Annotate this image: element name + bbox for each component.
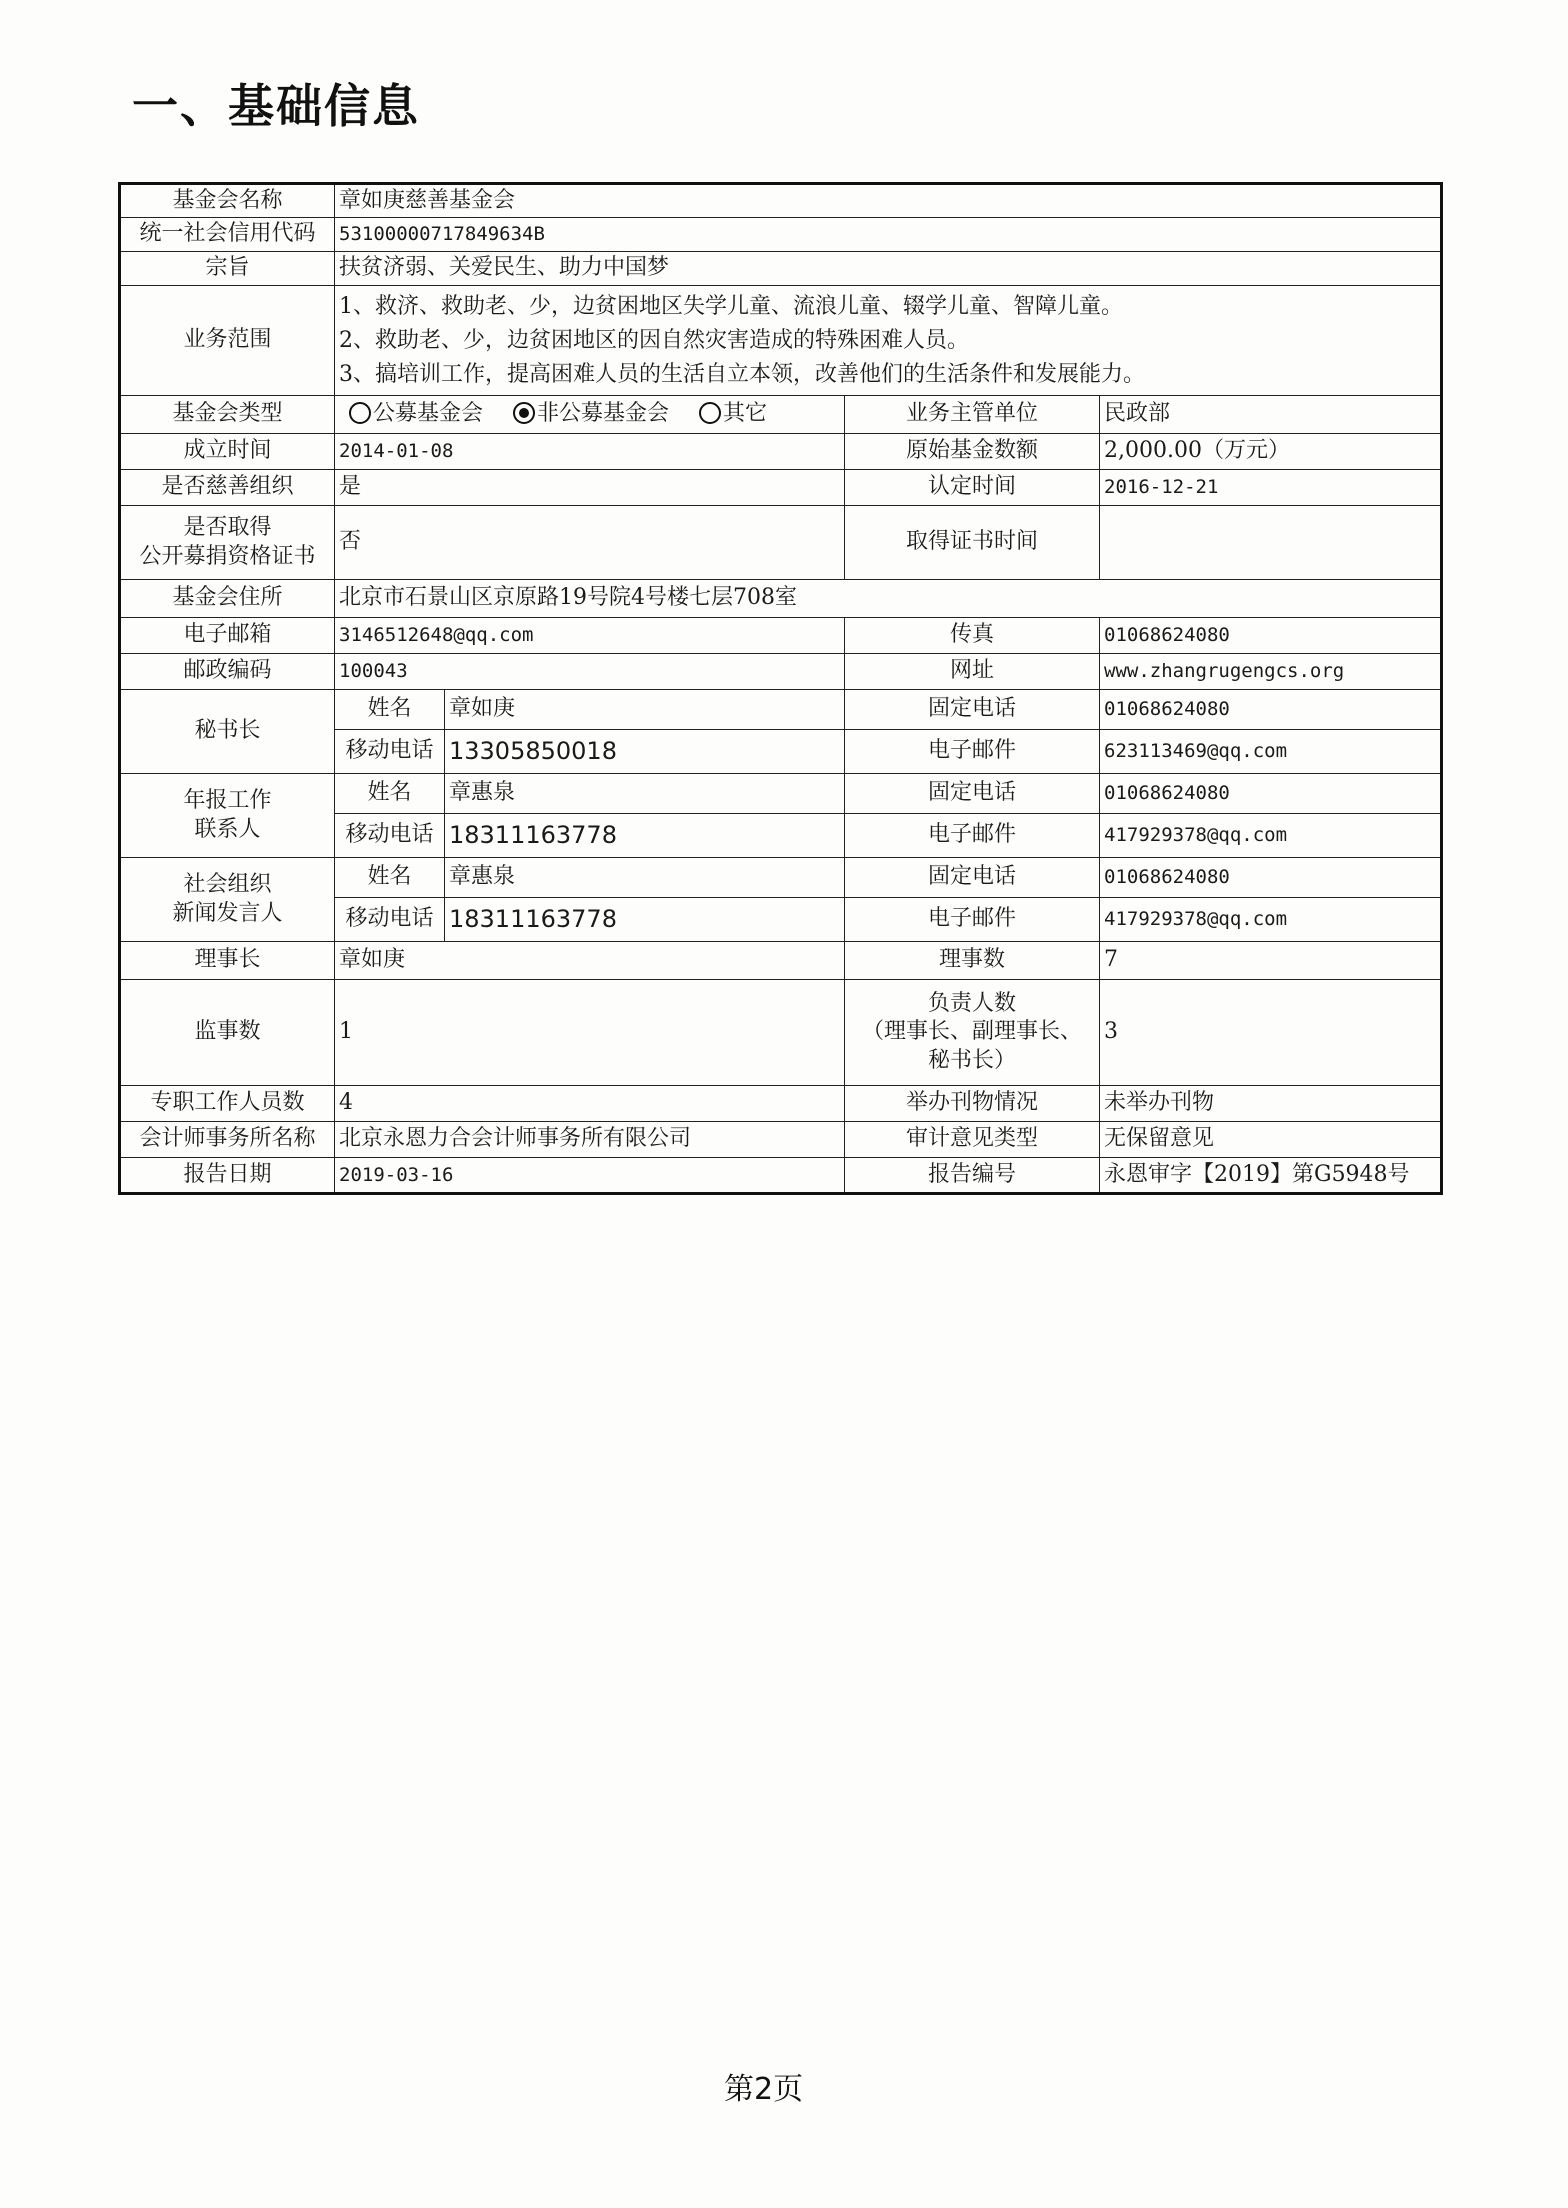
label-annual-line1: 年报工作 — [183, 787, 272, 813]
label-leaders-count — [845, 980, 1100, 1086]
value-recognized: 2016-12-21 — [1100, 470, 1442, 506]
value-scope — [335, 286, 1442, 396]
value-secretary-name: 章如庚 — [445, 690, 845, 730]
value-email: 3146512648@qq.com — [335, 618, 845, 654]
value-secretary-landline: 01068624080 — [1100, 690, 1442, 730]
value-public-raise: 否 — [335, 506, 845, 580]
value-authority: 民政部 — [1100, 396, 1442, 434]
value-website: www.zhangrugengcs.org — [1100, 654, 1442, 690]
value-directors-count: 7 — [1100, 942, 1442, 980]
radio-unchecked-icon — [699, 402, 721, 424]
label-spokes-line2: 新闻发言人 — [172, 900, 283, 926]
scope-item-3: 3、搞培训工作，提高困难人员的生活自立本领，改善他们的生活条件和发展能力。 — [339, 361, 1145, 387]
scope-item-2: 2、救助老、少，边贫困地区的因自然灾害造成的特殊困难人员。 — [339, 327, 969, 353]
label-public-raise-line2: 公开募捐资格证书 — [139, 543, 316, 569]
label-recognized: 认定时间 — [845, 470, 1100, 506]
value-secretary-mobile: 13305850018 — [445, 730, 845, 774]
label-annual-contact — [120, 774, 335, 858]
label-report-no: 报告编号 — [845, 1158, 1100, 1194]
value-report-no: 永恩审字【2019】第G5948号 — [1100, 1158, 1442, 1194]
label-leaders-line3: 秘书长） — [927, 1047, 1016, 1073]
label-public-raise — [120, 506, 335, 580]
label-secretary-name: 姓名 — [335, 690, 445, 730]
label-secretary-mobile: 移动电话 — [335, 730, 445, 774]
label-authority: 业务主管单位 — [845, 396, 1100, 434]
value-staff-count: 4 — [335, 1086, 845, 1122]
label-staff-count: 专职工作人员数 — [120, 1086, 335, 1122]
label-name: 基金会名称 — [120, 184, 335, 218]
scope-item-1: 1、救济、救助老、少，边贫困地区失学儿童、流浪儿童、辍学儿童、智障儿童。 — [339, 293, 1123, 319]
value-cert-time — [1100, 506, 1442, 580]
value-leaders-count: 3 — [1100, 980, 1442, 1086]
label-annual-line2: 联系人 — [194, 816, 261, 842]
label-public-raise-line1: 是否取得 — [183, 514, 272, 540]
type-option-public[interactable] — [349, 401, 483, 426]
label-annual-name: 姓名 — [335, 774, 445, 814]
value-name: 章如庚慈善基金会 — [335, 184, 1442, 218]
section-heading: 一、基础信息 — [132, 79, 420, 133]
value-original-fund: 2,000.00（万元） — [1100, 434, 1442, 470]
label-founded: 成立时间 — [120, 434, 335, 470]
label-accounting-firm: 会计师事务所名称 — [120, 1122, 335, 1158]
label-type: 基金会类型 — [120, 396, 335, 434]
basic-info-table — [118, 182, 1443, 1195]
value-annual-email: 417929378@qq.com — [1100, 814, 1442, 858]
label-spokes-landline: 固定电话 — [845, 858, 1100, 898]
value-report-date: 2019-03-16 — [335, 1158, 845, 1194]
label-chairman: 理事长 — [120, 942, 335, 980]
value-charity: 是 — [335, 470, 845, 506]
type-option-label: 其它 — [723, 401, 768, 427]
value-audit-opinion: 无保留意见 — [1100, 1122, 1442, 1158]
value-credit-code: 53100000717849634B — [335, 218, 1442, 252]
label-annual-mobile: 移动电话 — [335, 814, 445, 858]
value-annual-name: 章惠泉 — [445, 774, 845, 814]
value-spokes-landline: 01068624080 — [1100, 858, 1442, 898]
value-annual-mobile: 18311163778 — [445, 814, 845, 858]
value-supervisors-count: 1 — [335, 980, 845, 1086]
page-number: 第2页 — [724, 2072, 804, 2107]
value-accounting-firm: 北京永恩力合会计师事务所有限公司 — [335, 1122, 845, 1158]
label-annual-landline: 固定电话 — [845, 774, 1100, 814]
label-purpose: 宗旨 — [120, 252, 335, 286]
label-original-fund: 原始基金数额 — [845, 434, 1100, 470]
label-spokes-email: 电子邮件 — [845, 898, 1100, 942]
label-email: 电子邮箱 — [120, 618, 335, 654]
value-spokes-email: 417929378@qq.com — [1100, 898, 1442, 942]
value-postcode: 100043 — [335, 654, 845, 690]
label-directors-count: 理事数 — [845, 942, 1100, 980]
value-secretary-email: 623113469@qq.com — [1100, 730, 1442, 774]
value-spokes-mobile: 18311163778 — [445, 898, 845, 942]
value-annual-landline: 01068624080 — [1100, 774, 1442, 814]
value-founded: 2014-01-08 — [335, 434, 845, 470]
radio-unchecked-icon — [349, 402, 371, 424]
value-fax: 01068624080 — [1100, 618, 1442, 654]
label-credit-code: 统一社会信用代码 — [120, 218, 335, 252]
label-secretary-email: 电子邮件 — [845, 730, 1100, 774]
label-scope: 业务范围 — [120, 286, 335, 396]
label-audit-opinion: 审计意见类型 — [845, 1122, 1100, 1158]
value-purpose: 扶贫济弱、关爱民生、助力中国梦 — [335, 252, 1442, 286]
label-publications: 举办刊物情况 — [845, 1086, 1100, 1122]
label-spokes-name: 姓名 — [335, 858, 445, 898]
label-leaders-line1: 负责人数 — [927, 990, 1016, 1016]
value-publications: 未举办刊物 — [1100, 1086, 1442, 1122]
radio-checked-icon — [513, 402, 535, 424]
value-chairman: 章如庚 — [335, 942, 845, 980]
value-spokes-name: 章惠泉 — [445, 858, 845, 898]
label-leaders-line2: （理事长、副理事长、 — [861, 1019, 1082, 1045]
value-address: 北京市石景山区京原路19号院4号楼七层708室 — [335, 580, 1442, 618]
label-fax: 传真 — [845, 618, 1100, 654]
type-option-label: 非公募基金会 — [537, 401, 670, 427]
label-address: 基金会住所 — [120, 580, 335, 618]
type-option-other[interactable] — [699, 401, 767, 426]
label-spokesperson — [120, 858, 335, 942]
label-secretary-landline: 固定电话 — [845, 690, 1100, 730]
label-report-date: 报告日期 — [120, 1158, 335, 1194]
label-website: 网址 — [845, 654, 1100, 690]
label-spokes-mobile: 移动电话 — [335, 898, 445, 942]
label-annual-email: 电子邮件 — [845, 814, 1100, 858]
label-charity: 是否慈善组织 — [120, 470, 335, 506]
label-postcode: 邮政编码 — [120, 654, 335, 690]
label-spokes-line1: 社会组织 — [183, 871, 272, 897]
label-secretary: 秘书长 — [120, 690, 335, 774]
label-cert-time: 取得证书时间 — [845, 506, 1100, 580]
value-type — [335, 396, 845, 434]
type-option-nonpublic[interactable] — [513, 401, 669, 426]
label-supervisors-count: 监事数 — [120, 980, 335, 1086]
type-option-label: 公募基金会 — [373, 401, 484, 427]
